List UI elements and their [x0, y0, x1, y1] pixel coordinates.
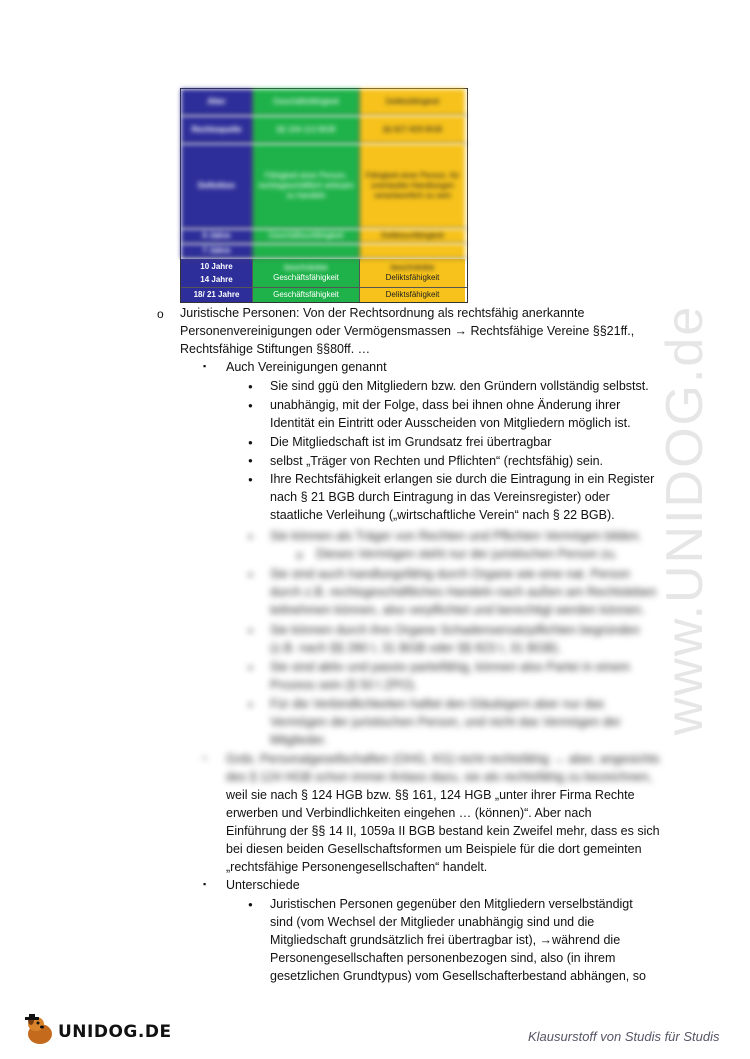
table-cell: Deliktsfähigkeit	[360, 288, 465, 302]
dot-bullet-icon: ●	[248, 382, 253, 391]
table-cell: Fähigkeit einer Person, rechtsgeschäftlich wirksam zu handeln	[253, 144, 360, 228]
blurred-text-line: Vermögen der juristischen Person, und nicht das Vermögen der	[270, 715, 621, 729]
text-line: Unterschiede	[226, 878, 300, 892]
watermark-text: www.UNIDOG.de	[656, 304, 714, 736]
footer-brand: UNIDOG.DE	[58, 1022, 172, 1042]
circle-bullet-icon: o	[296, 548, 303, 562]
table-cell: §§ 104-113 BGB	[253, 116, 360, 143]
dot-bullet-icon: ●	[248, 663, 253, 672]
blurred-text-line: des § 124 HGB schon immer Anlass dazu, sie als rechtsfähig zu bezeichnen,	[226, 770, 652, 784]
table-cell: Definition	[181, 144, 253, 228]
blurred-text-line: durch z.B. rechtsgeschäftliches Handeln nach außen am Rechtsleben	[270, 585, 657, 599]
circle-bullet-icon: o	[157, 307, 164, 321]
blurred-text-line: Grds. Personalgesellschaften (OHG, KG) nicht rechtsfähig → aber, angesichts	[226, 752, 660, 766]
text-line: Juristischen Personen gegenüber den Mitgliedern verselbständigt	[270, 897, 633, 911]
watermark	[620, 290, 750, 750]
dot-bullet-icon: ●	[248, 900, 253, 909]
blurred-label: beschränkte	[284, 263, 328, 272]
age-capacity-table	[180, 88, 468, 303]
dot-bullet-icon: ●	[248, 456, 253, 465]
table-cell: §§ 827-829 BGB	[360, 116, 465, 143]
age-label: 14 Jahre	[200, 274, 233, 284]
blurred-text-line: Sie sind auch handlungsfähig durch Organe wie eine nat. Person	[270, 567, 630, 581]
text-line: Sie sind ggü den Mitgliedern bzw. den Gründern vollständig selbstst.	[270, 379, 649, 393]
text-line: Auch Vereinigungen genannt	[226, 360, 387, 374]
footer-slogan: Klausurstoff von Studis für Studis	[528, 1029, 720, 1044]
blurred-text-line: Dieses Vermögen steht nur der juristischen Person zu.	[316, 547, 618, 561]
blurred-text-line: Mitglieder.	[270, 733, 327, 747]
table-cell: Geschäftsfähigkeit	[253, 288, 360, 302]
text-line: nach § 21 BGB durch Eintragung in das Vereinsregister) oder	[270, 490, 610, 504]
table-row	[181, 116, 467, 144]
blurred-text-line: teilnehmen können, also verpflichtet und berechtigt werden können.	[270, 603, 645, 617]
dot-bullet-icon: ●	[248, 626, 253, 635]
text-line: Rechtsfähige Stiftungen §§80ff. …	[180, 342, 371, 356]
blurred-text-line: Sie können durch ihre Organe Schadensersatzpflichten begründen	[270, 623, 640, 637]
blurred-text-line: (z.B. nach §§ 280 I, 31 BGB oder §§ 823 I, 31 BGB).	[270, 641, 562, 655]
table-cell: 18/ 21 Jahre	[181, 288, 253, 302]
text-line: Einführung der §§ 14 II, 1059a II BGB bestand kein Zweifel mehr, dass es sich	[226, 824, 660, 838]
text-line: selbst „Träger von Rechten und Pflichten“ (rechtsfähig) sein.	[270, 454, 604, 468]
blurred-text-line: Prozess sein (§ 50 I ZPO).	[270, 678, 418, 692]
dot-bullet-icon: ●	[248, 401, 253, 410]
table-cell: Deliktsunfähigkeit	[360, 229, 465, 243]
text-line: staatliche Verleihung („wirtschaftliche Verein“ nach § 22 BGB).	[270, 508, 615, 522]
table-cell: Deliktsfähigkeit	[360, 89, 465, 115]
table-row	[181, 259, 467, 288]
dot-bullet-icon: ●	[248, 532, 253, 541]
table-cell: Rechtsquelle	[181, 116, 253, 143]
table-cell	[181, 259, 253, 287]
text-line: erwerben und Verbindlichkeiten eingehen … (können)“. Aber nach	[226, 806, 592, 820]
dog-icon	[22, 1012, 62, 1048]
table-row	[181, 244, 467, 259]
dot-bullet-icon: ●	[248, 570, 253, 579]
age-label: 10 Jahre	[200, 261, 233, 271]
table-cell: Geschäftsfähigkeit	[253, 89, 360, 115]
text-line: Personenvereinigungen oder Vermögensmassen → Rechtsfähige Vereine §§21ff.,	[180, 324, 635, 338]
square-bullet-icon: ▪	[203, 361, 207, 371]
table-cell: 0 Jahre	[181, 229, 253, 243]
dot-bullet-icon: ●	[248, 438, 253, 447]
capacity-label: Geschäftsfähigkeit	[273, 273, 339, 282]
table-row	[181, 229, 467, 244]
text-line: „rechtsfähige Personengesellschaften“ handelt.	[226, 860, 488, 874]
text-line: sind (vom Wechsel der Mitglieder unabhängig sind und die	[270, 915, 595, 929]
table-cell: Geschäftsunfähigkeit	[253, 229, 360, 243]
table-row	[181, 288, 467, 302]
capacity-label: Deliktsfähigkeit	[385, 273, 440, 282]
table-cell	[360, 259, 465, 287]
blurred-text-line: Für die Verbindlichkeiten haftet den Gläubigern aber nur das	[270, 697, 605, 711]
table-cell	[253, 244, 360, 258]
text-line: Ihre Rechtsfähigkeit erlangen sie durch die Eintragung in ein Register	[270, 472, 655, 486]
table-cell	[253, 259, 360, 287]
square-bullet-icon: ▪	[203, 879, 207, 889]
dot-bullet-icon: ●	[248, 475, 253, 484]
text-line: weil sie nach § 124 HGB bzw. §§ 161, 124 HGB „unter ihrer Firma Rechte	[226, 788, 635, 802]
blurred-text-line: Sie können als Träger von Rechten und Pflichten Vermögen bilden.	[270, 529, 642, 543]
square-bullet-icon: ▪	[203, 753, 207, 763]
table-header-row	[181, 89, 467, 116]
table-cell: 7 Jahre	[181, 244, 253, 258]
blurred-label: beschränkte	[390, 263, 435, 272]
text-line: Juristische Personen: Von der Rechtsordnung als rechtsfähig anerkannte	[180, 306, 585, 320]
table-cell: Fähigkeit einer Person, für unerlaubte Handlungen verantwortlich zu sein	[360, 144, 465, 228]
text-line: Identität ein Eintritt oder Ausscheiden von Mitgliedern möglich ist.	[270, 416, 631, 430]
text-line: unabhängig, mit der Folge, dass bei ihnen ohne Änderung ihrer	[270, 398, 621, 412]
table-cell: Alter	[181, 89, 253, 115]
text-line: Personengesellschaften personenbezogen sind, also (in ihrem	[270, 951, 616, 965]
text-line: bei diesen beiden Gesellschaftsformen um Beispiele für die dort gemeinten	[226, 842, 642, 856]
table-cell	[360, 244, 465, 258]
text-line: Die Mitgliedschaft ist im Grundsatz frei übertragbar	[270, 435, 552, 449]
table-row	[181, 144, 467, 229]
blurred-text-line: Sie sind aktiv und passiv parteifähig, können also Partei in einem	[270, 660, 630, 674]
text-line: Mitgliedschaft grundsätzlich frei übertragbar ist), →während die	[270, 933, 621, 947]
text-line: gesetzlichen Grundtypus) vom Gesellschafterbestand abhängen, so	[270, 969, 646, 983]
dot-bullet-icon: ●	[248, 700, 253, 709]
